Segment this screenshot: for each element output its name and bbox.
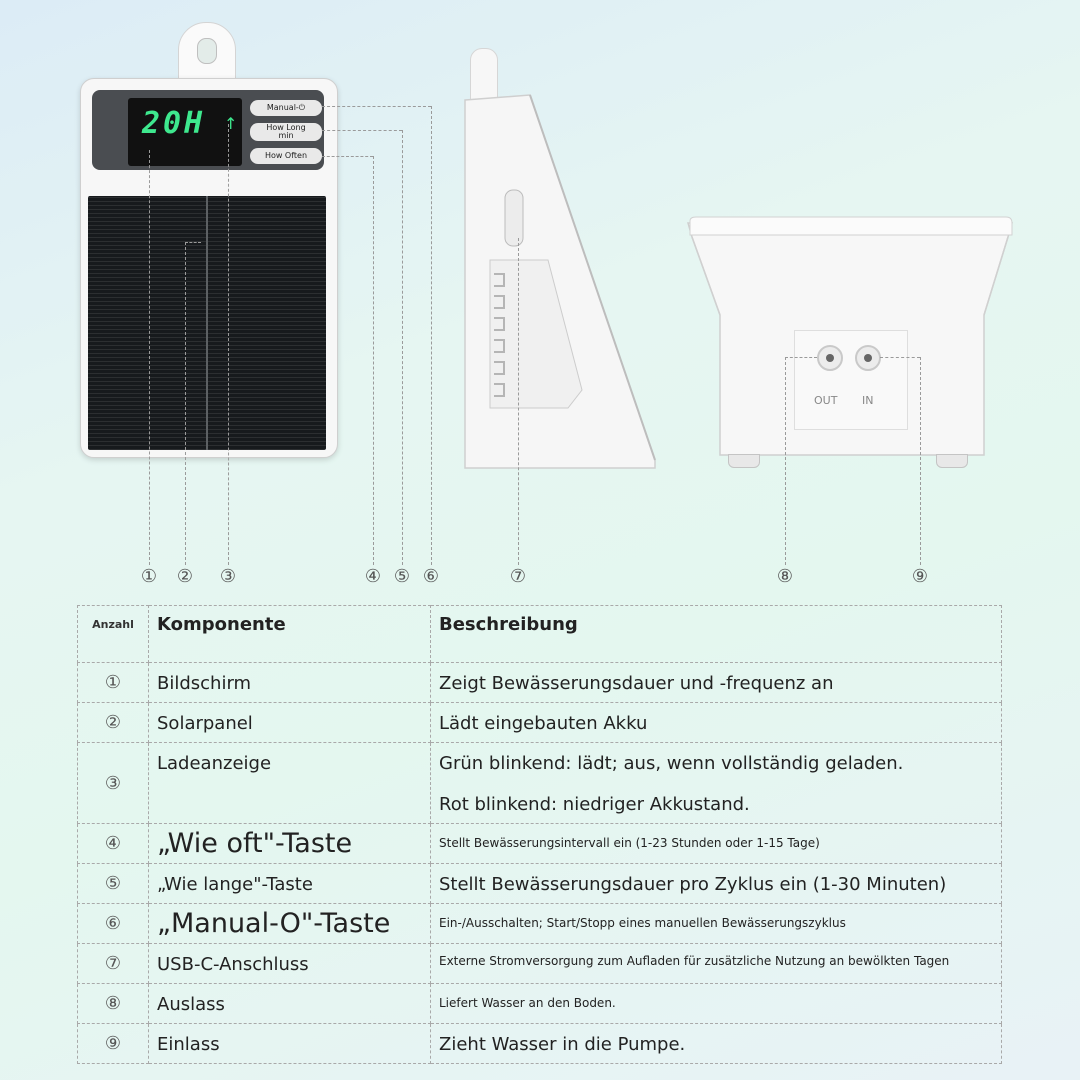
row-number: ⑥	[78, 904, 149, 944]
row-number: ⑦	[78, 944, 149, 984]
inlet-port	[855, 345, 881, 371]
leader-line-4	[373, 156, 374, 565]
leader-line-6-h	[322, 106, 431, 107]
table-header-row	[78, 606, 1002, 663]
components-table	[77, 605, 1002, 1064]
solar-panel-divider	[206, 196, 208, 450]
row-description: Stellt Bewässerungsintervall ein (1-23 Stunden oder 1-15 Tage)	[431, 824, 1002, 864]
row-description: Zeigt Bewässerungsdauer und -frequenz an	[431, 663, 1002, 703]
foot-right	[936, 454, 968, 468]
outlet-port	[817, 345, 843, 371]
leader-line-5-h	[322, 130, 402, 131]
row-component: Solarpanel	[149, 703, 431, 743]
callout-6: ⑥	[422, 566, 440, 587]
foot-left	[728, 454, 760, 468]
callout-5: ⑤	[393, 566, 411, 587]
table-row	[78, 944, 1002, 984]
header-description: Beschreibung	[431, 606, 1002, 663]
device-side-view	[460, 90, 660, 470]
table-row	[78, 663, 1002, 703]
leader-line-2-tick	[185, 242, 201, 243]
how-often-button[interactable]: How Often	[250, 148, 322, 164]
row-description	[431, 743, 1002, 824]
row-component: Bildschirm	[149, 663, 431, 703]
table-row	[78, 864, 1002, 904]
row-description: Zieht Wasser in die Pumpe.	[431, 1024, 1002, 1064]
row-component: „Wie oft"-Taste	[149, 824, 431, 864]
manual-button[interactable]: Manual-⏻	[250, 100, 322, 116]
callout-3: ③	[219, 566, 237, 587]
callout-2: ②	[176, 566, 194, 587]
row-description-line-2: Rot blinkend: niedriger Akkustand.	[439, 794, 750, 815]
callout-4: ④	[364, 566, 382, 587]
leader-line-9-h	[880, 357, 920, 358]
leader-line-1	[149, 150, 150, 565]
row-component: „Wie lange"-Taste	[149, 864, 431, 904]
row-description: Liefert Wasser an den Boden.	[431, 984, 1002, 1024]
leader-line-4-h	[322, 156, 373, 157]
row-description: Stellt Bewässerungsdauer pro Zyklus ein (1-30 Minuten)	[431, 864, 1002, 904]
row-description: Externe Stromversorgung zum Aufladen für zusätzliche Nutzung an bewölkten Tagen	[431, 944, 1002, 984]
leader-line-2	[185, 242, 186, 565]
row-component: Auslass	[149, 984, 431, 1024]
callout-8: ⑧	[776, 566, 794, 587]
row-component: „Manual-O"-Taste	[149, 904, 431, 944]
row-number: ⑨	[78, 1024, 149, 1064]
row-number: ③	[78, 743, 149, 824]
port-in-label: IN	[862, 394, 874, 407]
leader-line-8-h	[785, 357, 817, 358]
callout-1: ①	[140, 566, 158, 587]
port-out-label: OUT	[814, 394, 838, 407]
table-row	[78, 984, 1002, 1024]
row-component: Einlass	[149, 1024, 431, 1064]
row-description: Ein-/Ausschalten; Start/Stopp eines manuellen Bewässerungszyklus	[431, 904, 1002, 944]
row-component: USB-C-Anschluss	[149, 944, 431, 984]
leader-line-7	[518, 238, 519, 565]
table-row	[78, 743, 1002, 824]
header-component: Komponente	[149, 606, 431, 663]
port-housing	[794, 330, 908, 430]
table-row	[78, 1024, 1002, 1064]
row-number: ②	[78, 703, 149, 743]
header-count: Anzahl	[78, 606, 149, 663]
leader-line-6	[431, 106, 432, 565]
table-row	[78, 703, 1002, 743]
callout-7: ⑦	[509, 566, 527, 587]
row-description-line-1: Grün blinkend: lädt; aus, wenn vollständig geladen.	[439, 753, 904, 774]
leader-line-5	[402, 130, 403, 565]
row-number: ⑧	[78, 984, 149, 1024]
charge-indicator-icon: ↑	[224, 114, 238, 133]
leader-line-9	[920, 357, 921, 565]
callout-9: ⑨	[911, 566, 929, 587]
table-row	[78, 904, 1002, 944]
row-description: Lädt eingebauten Akku	[431, 703, 1002, 743]
row-number: ④	[78, 824, 149, 864]
lcd-display-text: 20H	[142, 106, 206, 141]
hook-hole	[197, 38, 217, 64]
leader-line-3	[228, 124, 229, 565]
table-row	[78, 824, 1002, 864]
how-long-button[interactable]: How Long min	[250, 123, 322, 141]
row-number: ①	[78, 663, 149, 703]
row-component: Ladeanzeige	[149, 743, 431, 824]
leader-line-8	[785, 357, 786, 565]
row-number: ⑤	[78, 864, 149, 904]
